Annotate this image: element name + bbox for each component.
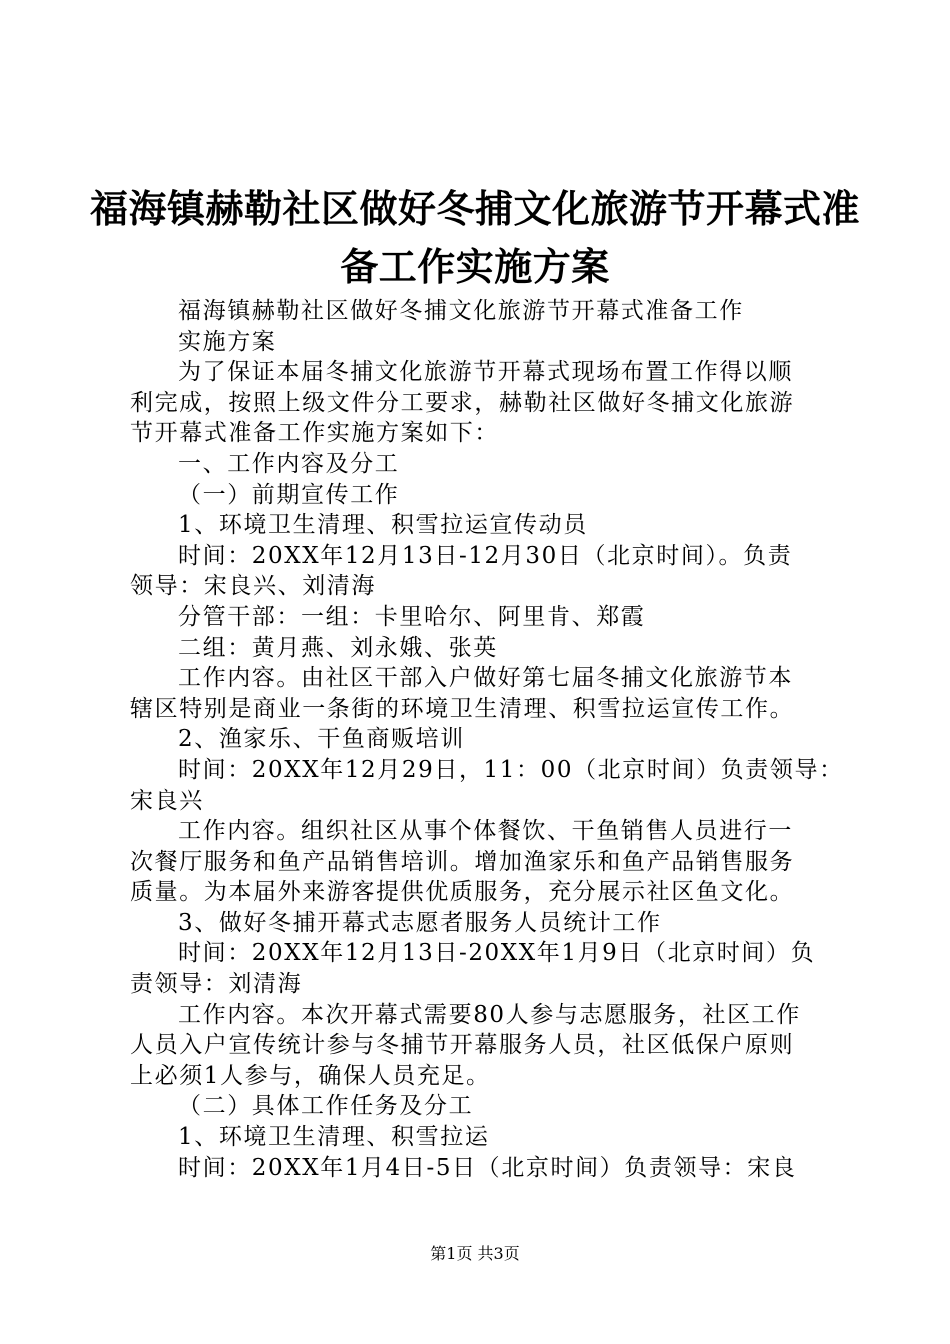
body-line: 质量。为本届外来游客提供优质服务，充分展示社区鱼文化。	[130, 879, 795, 906]
body-line: 利完成，按照上级文件分工要求，赫勒社区做好冬捕文化旅游	[130, 389, 795, 416]
body-line: 工作内容。本次开幕式需要80人参与志愿服务，社区工作	[178, 1001, 801, 1028]
body-line: 人员入户宣传统计参与冬捕节开幕服务人员，社区低保户原则	[130, 1032, 795, 1059]
body-line: 福海镇赫勒社区做好冬捕文化旅游节开幕式准备工作	[178, 298, 744, 324]
body-line: 辖区特别是商业一条街的环境卫生清理、积雪拉运宣传工作。	[130, 695, 795, 722]
body-line: 时间：20XX年12月13日-20XX年1月9日（北京时间）负	[178, 940, 816, 967]
body-line: 上必须1人参与，确保人员充足。	[130, 1062, 491, 1089]
body-line: 一、工作内容及分工	[178, 450, 400, 477]
body-line: 节开幕式准备工作实施方案如下：	[130, 420, 499, 447]
body-line: 宋良兴	[130, 787, 204, 814]
body-line: 为了保证本届冬捕文化旅游节开幕式现场布置工作得以顺	[178, 359, 793, 386]
body-line: 时间：20XX年1月4日-5日（北京时间）负责领导：宋良	[178, 1154, 797, 1181]
body-line: 分管干部：一组：卡里哈尔、阿里肯、郑霞	[178, 603, 646, 630]
body-line: 实施方案	[178, 328, 277, 355]
page-footer: 第1页 共3页	[430, 1244, 520, 1263]
body-line: 次餐厅服务和鱼产品销售培训。增加渔家乐和鱼产品销售服务	[130, 848, 795, 875]
body-line: （二）具体工作任务及分工	[178, 1093, 474, 1120]
body-line: 二组：黄月燕、刘永娥、张英	[178, 634, 498, 661]
body-line: 工作内容。由社区干部入户做好第七届冬捕文化旅游节本	[178, 665, 793, 692]
body-line: 3、做好冬捕开幕式志愿者服务人员统计工作	[178, 909, 662, 936]
body-line: 1、环境卫生清理、积雪拉运	[178, 1124, 490, 1151]
document-title-line-2: 备工作实施方案	[340, 244, 610, 289]
body-line: 责领导：刘清海	[130, 971, 303, 998]
body-line: 时间：20XX年12月13日-12月30日（北京时间）。负责	[178, 542, 793, 569]
body-line: （一）前期宣传工作	[178, 481, 400, 508]
body-line: 领导：宋良兴、刘清海	[130, 573, 376, 600]
body-line: 时间：20XX年12月29日，11：00（北京时间）负责领导：	[178, 756, 844, 783]
body-line: 2、渔家乐、干鱼商贩培训	[178, 726, 465, 753]
document-title-line-1: 福海镇赫勒社区做好冬捕文化旅游节开幕式准	[89, 186, 860, 231]
body-line: 1、环境卫生清理、积雪拉运宣传动员	[178, 512, 588, 539]
body-line: 工作内容。组织社区从事个体餐饮、干鱼销售人员进行一	[178, 818, 793, 845]
document-body	[130, 296, 844, 1183]
